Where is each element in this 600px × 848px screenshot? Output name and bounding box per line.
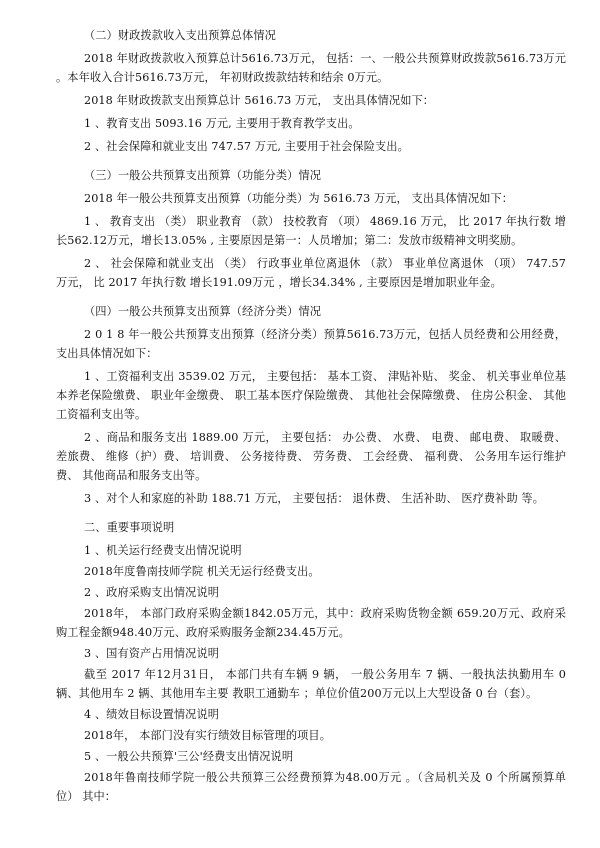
paragraph: 2018年， 本部门政府采购金额1842.05万元，其中：政府采购货物金额 659.20万元、政府采购工程金额948.40万元、政府采购服务金额234.45万元。 (56, 607, 566, 639)
list-item: 1 、教育支出 5093.16 万元, 主要用于教育教学支出。 (84, 117, 360, 130)
list-item: 2 、社会保障和就业支出 747.57 万元, 主要用于社会保险支出。 (84, 140, 409, 153)
paragraph: 2018 年财政拨款支出预算总计 5616.73 万元， 支出具体情况如下： (84, 94, 435, 107)
paragraph: 2 0 1 8 年一般公共预算支出预算（经济分类）预算5616.73万元，包括人员经费和公用经费，支出具体情况如下： (56, 328, 566, 360)
paragraph: 截至 2017 年12月31日， 本部门共有车辆 9 辆， 一般公务用车 7 辆、一般执法执勤用车 0 辆、其他用车 2 辆、其他用车主要 教职工通勤车 ；单位价值200万元以上大型设备 0 台（套）。 (56, 668, 566, 700)
section-heading: 二、重要事项说明 (84, 521, 175, 534)
subsection-heading: 1 、机关运行经费支出情况说明 (84, 544, 242, 557)
subsection-heading: 2 、政府采购支出情况说明 (84, 586, 220, 599)
list-item: 2 、商品和服务支出 1889.00 万元， 主要包括： 办公费、 水费、 电费、 邮电费、 取暖费、 差旅费、 维修（护）费、 培训费、 公务接待费、 劳务费、 工会经费、 福利费、 公务用车运行维护费、 其他商品和服务支出等。 (56, 431, 566, 482)
section-heading: （四）一般公共预算支出预算（经济分类）情况 (84, 305, 322, 318)
list-item: 1 、 教育支出 （类） 职业教育 （款） 技校教育 （项） 4869.16 万元， 比 2017 年执行数 增长562.12万元，增长13.05% , 主要原因是第一：人员增加；第二：发放市级精神文明奖励。 (56, 215, 566, 247)
list-item: 1 、工资福利支出 3539.02 万元， 主要包括： 基本工资、 津贴补贴、 奖金、 机关事业单位基本养老保险缴费、 职业年金缴费、 职工基本医疗保险缴费、 其他社会保障缴费、 住房公积金、 其他工资福利支出等。 (56, 370, 566, 421)
list-item: 3 、对个人和家庭的补助 188.71 万元， 主要包括： 退休费、 生活补助、 医疗费补助 等。 (84, 492, 544, 505)
section-heading: （二）财政拨款收入支出预算总体情况 (84, 29, 276, 42)
paragraph: 2018年度鲁南技师学院 机关无运行经费支出。 (84, 565, 320, 578)
paragraph: 2018 年一般公共预算支出预算（功能分类）为 5616.73 万元， 支出具体情况如下： (84, 192, 514, 205)
list-item: 2 、 社会保障和就业支出 （类） 行政事业单位离退休 （款） 事业单位离退休 （项） 747.57 万元， 比 2017 年执行数 增长191.09万元 ，增长34.34% , 主要原因是增加职业年金。 (56, 257, 566, 289)
subsection-heading: 3 、国有资产占用情况说明 (84, 647, 220, 660)
subsection-heading: 5 、一般公共预算'三公'经费支出情况说明 (84, 750, 294, 763)
paragraph: 2018 年财政拨款收入预算总计5616.73万元， 包括：一、一般公共预算财政拨款5616.73万元 。本年收入合计5616.73万元， 年初财政拨款结转和结余 0万元。 (56, 52, 566, 84)
subsection-heading: 4 、绩效目标设置情况说明 (84, 708, 220, 721)
section-heading: （三）一般公共预算支出预算（功能分类）情况 (84, 169, 322, 182)
paragraph: 2018年鲁南技师学院一般公共预算三公经费预算为48.00万元 。（含局机关及 0 个所属预算单位） 其中： (56, 771, 566, 803)
paragraph: 2018年， 本部门没有实行绩效目标管理的项目。 (84, 729, 331, 742)
